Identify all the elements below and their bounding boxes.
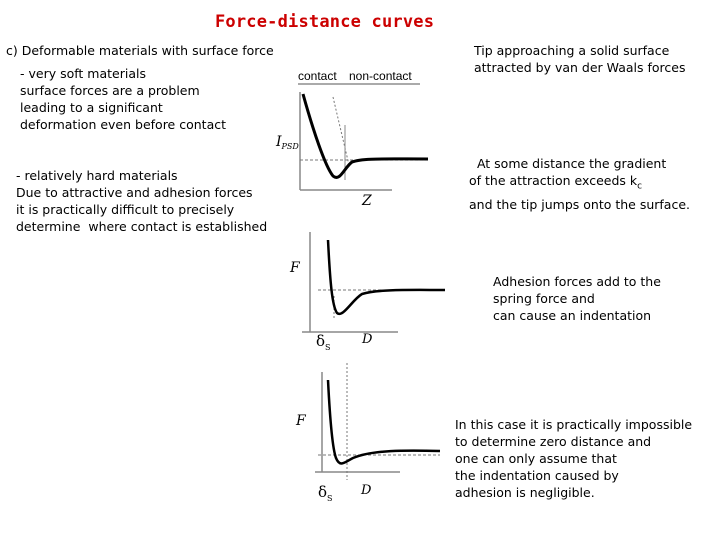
plot2-curve — [328, 240, 445, 314]
plot1-y-label: $I_{PSD}$ — [276, 134, 299, 151]
soft-materials-text: - very soft materials surface forces are a problem leading to a significant deformation even before contact — [20, 66, 226, 132]
plot3-curve — [328, 380, 440, 463]
jump-text-line3: and the tip jumps onto the surface. — [469, 196, 691, 212]
plot3-y-label: F — [296, 413, 306, 429]
plot2-x-label: D — [362, 332, 373, 347]
plot-1 — [275, 69, 428, 209]
plot2-y-label: F — [290, 260, 300, 276]
plot-2 — [289, 232, 445, 352]
plot2-delta-label: $\delta_S$ — [316, 332, 331, 352]
plot1-x-label: Z — [362, 193, 372, 209]
plot1-curve — [303, 94, 428, 177]
plot1-slope-line — [333, 97, 349, 165]
plot3-delta-label: $\delta_S$ — [318, 483, 333, 503]
adhesion-text: Adhesion forces add to the spring force and can cause an indentation — [493, 274, 661, 323]
impossible-text: In this case it is practically impossible to determine zero distance and one can only assume that the indentation caused by adhesion is negligible. — [455, 417, 693, 500]
jump-text-line2: of the attraction exceeds k — [469, 173, 638, 188]
hard-materials-text: - relatively hard materials Due to attractive and adhesion forces it is practically difficult to precisely determine where contact is established — [16, 168, 268, 234]
section-heading: c) Deformable materials with surface force — [6, 43, 274, 58]
page-title: Force-distance curves — [215, 12, 435, 32]
plot1-noncontact-label: non-contact — [349, 69, 412, 83]
jump-text-line1: At some distance the gradient — [476, 156, 667, 171]
plot-3 — [295, 363, 440, 503]
plot1-contact-label: contact — [298, 69, 337, 83]
plot3-x-label: D — [361, 483, 372, 498]
jump-text-subscript: c — [637, 181, 643, 192]
approach-text: Tip approaching a solid surface attracted by van der Waals forces — [474, 43, 686, 75]
